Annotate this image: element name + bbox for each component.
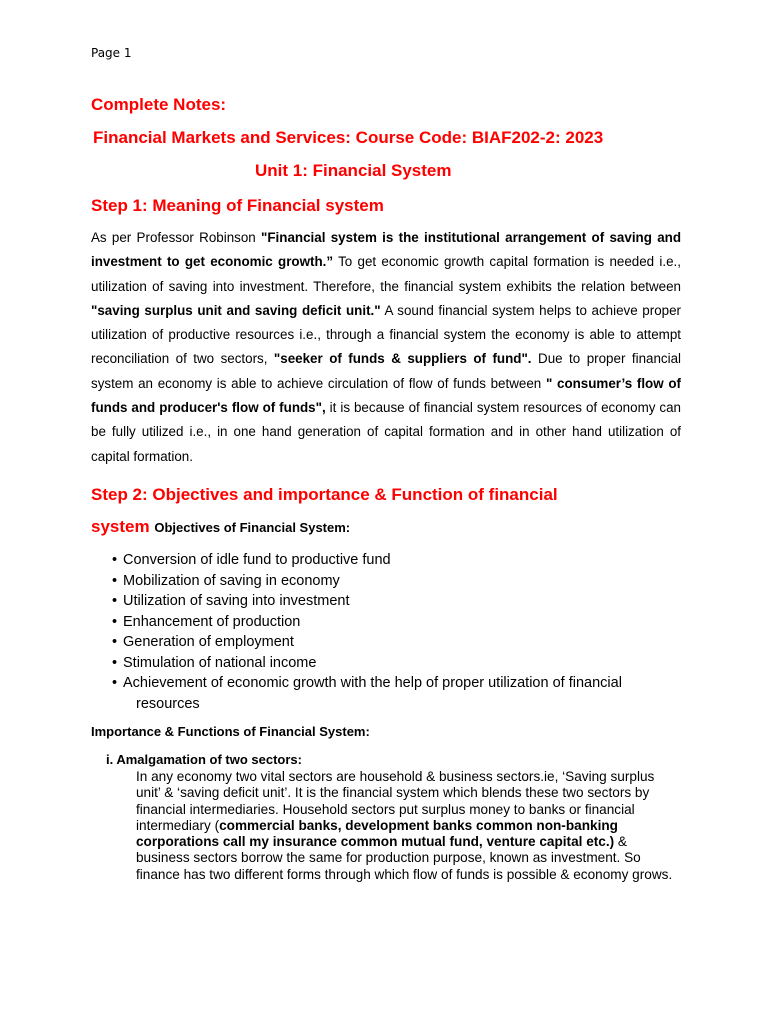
list-item <box>112 632 682 653</box>
list-item-text: Utilization of saving into investment <box>123 593 350 609</box>
para-bold-4: " consumer’s flow of funds and producer's flow of funds", <box>91 375 681 416</box>
importance-heading: Importance & Functions of Financial System: <box>91 724 370 739</box>
bullet-icon: • <box>112 675 118 691</box>
list-item <box>112 673 682 714</box>
complete-notes-heading: Complete Notes: <box>91 95 227 114</box>
list-item <box>112 591 682 612</box>
page-number: Page 1 <box>91 46 132 60</box>
list-item-text: Enhancement of production <box>123 613 301 630</box>
para-text-2: To get economic growth capital formation is needed i.e., utilization of saving into investment. Therefore, the financial system exhibits the relation between <box>91 254 681 294</box>
amalgamation-heading: i. Amalgamation of two sectors: <box>106 752 302 767</box>
amalgamation-text-1: In any economy two vital sectors are household & business sectors.ie, ‘Saving surplus unit’ & ‘saving deficit unit’. It is the financial system which blends these two sectors by financial intermediaries. Household sectors put surplus money to banks or financial intermediary ( <box>136 769 655 833</box>
bullet-icon: • <box>112 634 118 650</box>
amalgamation-bold: commercial banks, development banks common non-banking corporations call my insurance common mutual fund, venture capital etc.) <box>136 817 618 850</box>
bullet-icon: • <box>112 613 118 630</box>
para-bold-1: "Financial system is the institutional arrangement of saving and investment to get economic growth.” <box>91 230 681 270</box>
list-item <box>112 571 682 592</box>
objectives-list <box>112 550 682 714</box>
para-text-4: Due to proper financial system an economy is able to achieve circulation of flow of funds between <box>91 351 681 391</box>
list-item-text: Stimulation of national income <box>123 654 317 671</box>
para-bold-3: "seeker of funds & suppliers of fund". <box>273 351 532 367</box>
unit-title: Unit 1: Financial System <box>255 161 452 180</box>
list-item-text: Generation of employment <box>123 634 294 650</box>
amalgamation-text-2: & business sectors borrow the same for production purpose, known as investment. So finance has two different forms through which flow of funds is possible & economy grows. <box>136 834 673 882</box>
list-item <box>112 550 682 571</box>
course-title: Financial Markets and Services: Course Code: BIAF202-2: 2023 <box>93 128 604 147</box>
bullet-icon: • <box>112 593 118 609</box>
list-item <box>112 612 682 633</box>
para-text-1: As per Professor Robinson <box>91 230 262 245</box>
bullet-icon: • <box>112 552 118 568</box>
amalgamation-paragraph <box>136 769 676 883</box>
list-item-text: Mobilization of saving in economy <box>123 572 340 589</box>
bullet-icon: • <box>112 572 118 589</box>
para-text-3: A sound financial system helps to achieve proper utilization of productive resources i.e., through a financial system the economy is able to attempt reconciliation of two sectors, <box>91 302 682 367</box>
list-item-text: Conversion of idle fund to productive fund <box>123 552 391 568</box>
step2-heading: Step 2: Objectives and importance & Function of financial <box>91 485 558 504</box>
objectives-heading: Objectives of Financial System: <box>154 520 351 535</box>
step2-heading-system: system <box>91 517 150 536</box>
para-bold-2: "saving surplus unit and saving deficit unit." <box>91 302 381 318</box>
step2-heading-continued <box>91 517 350 537</box>
bullet-icon: • <box>112 654 118 671</box>
step1-heading: Step 1: Meaning of Financial system <box>91 196 384 215</box>
list-item <box>112 653 682 674</box>
para-text-5: it is because of financial system resources of economy can be fully utilized i.e., in one hand generation of capital formation and in other hand utilization of capital formation. <box>91 400 681 464</box>
financial-system-paragraph <box>91 226 681 469</box>
list-item-text: Achievement of economic growth with the help of proper utilization of financial resources <box>123 675 622 712</box>
